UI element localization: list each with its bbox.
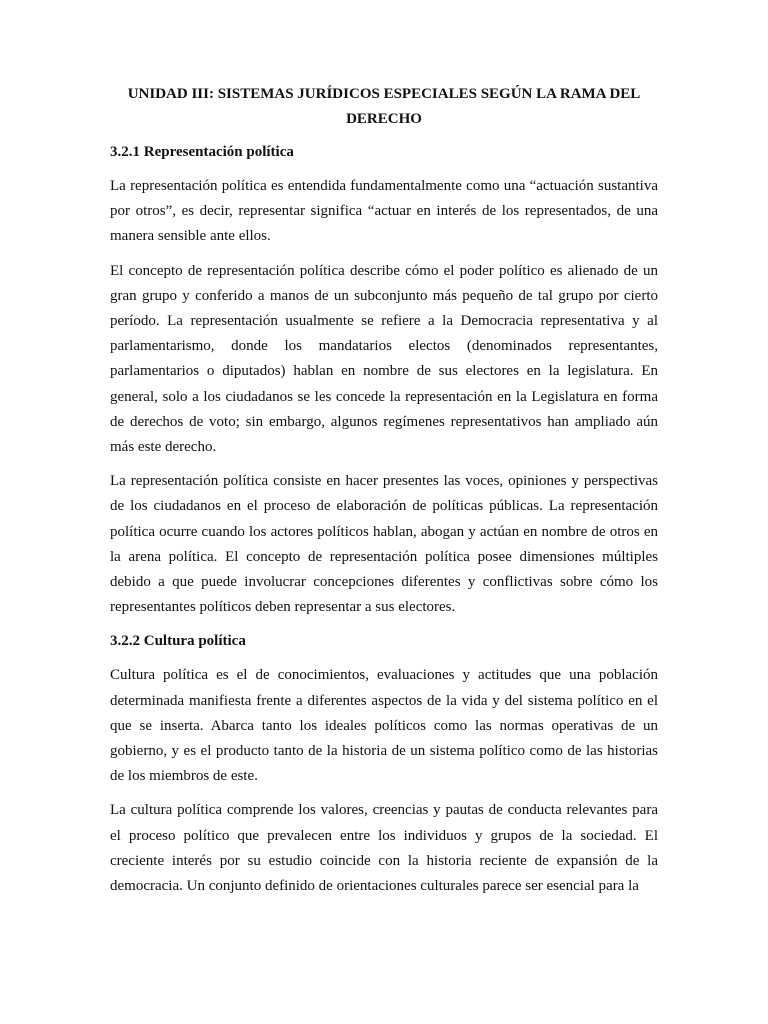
paragraph: La representación política consiste en hacer presentes las voces, opiniones y perspectivas de los ciudadanos en el proceso de elaboración de políticas públicas. La representación política ocurre cuando los actores políticos hablan, abogan y actúan en nombre de otros en la arena política. El concepto de representación política posee dimensiones múltiples debido a que puede involucrar concepciones diferentes y conflictivas sobre cómo los representantes políticos deben representar a sus electores. <box>110 473 658 616</box>
paragraph: Cultura política es el de conocimientos, evaluaciones y actitudes que una población determinada manifiesta frente a diferentes aspectos de la vida y del sistema político en el que se inserta. Abarca tanto los ideales políticos como las normas operativas de un gobierno, y es el producto tanto de la historia de un sistema político como de las historias de los miembros de este. <box>110 667 658 785</box>
section-heading: 3.2.1 Representación política <box>110 144 294 160</box>
paragraph: La representación política es entendida fundamentalmente como una “actuación sustantiva por otros”, es decir, representar significa “actuar en interés de los representados, de una manera sensible ante ellos. <box>110 178 658 245</box>
document-title: UNIDAD III: SISTEMAS JURÍDICOS ESPECIALES SEGÚN LA RAMA DEL DERECHO <box>127 86 641 127</box>
document-page <box>110 82 658 908</box>
section-representacion-politica <box>110 140 658 620</box>
section-cultura-politica <box>110 629 658 899</box>
paragraph: La cultura política comprende los valores, creencias y pautas de conducta relevantes para el proceso político que prevalecen entre los individuos y grupos de la sociedad. El creciente interés por su estudio coincide con la historia reciente de expansión de la democracia. Un conjunto definido de orientaciones culturales parece ser esencial para la <box>110 802 658 895</box>
paragraph: El concepto de representación política describe cómo el poder político es alienado de un gran grupo y conferido a manos de un subconjunto más pequeño de tal grupo por cierto período. La representación usualmente se refiere a la Democracia representativa y al parlamentarismo, donde los mandatarios electos (denominados representantes, parlamentarios o diputados) hablan en nombre de sus electores en la legislatura. En general, solo a los ciudadanos se les concede la representación en la Legislatura en forma de derechos de voto; sin embargo, algunos regímenes representativos han ampliado aún más este derecho. <box>110 262 658 456</box>
section-heading: 3.2.2 Cultura política <box>110 633 246 650</box>
